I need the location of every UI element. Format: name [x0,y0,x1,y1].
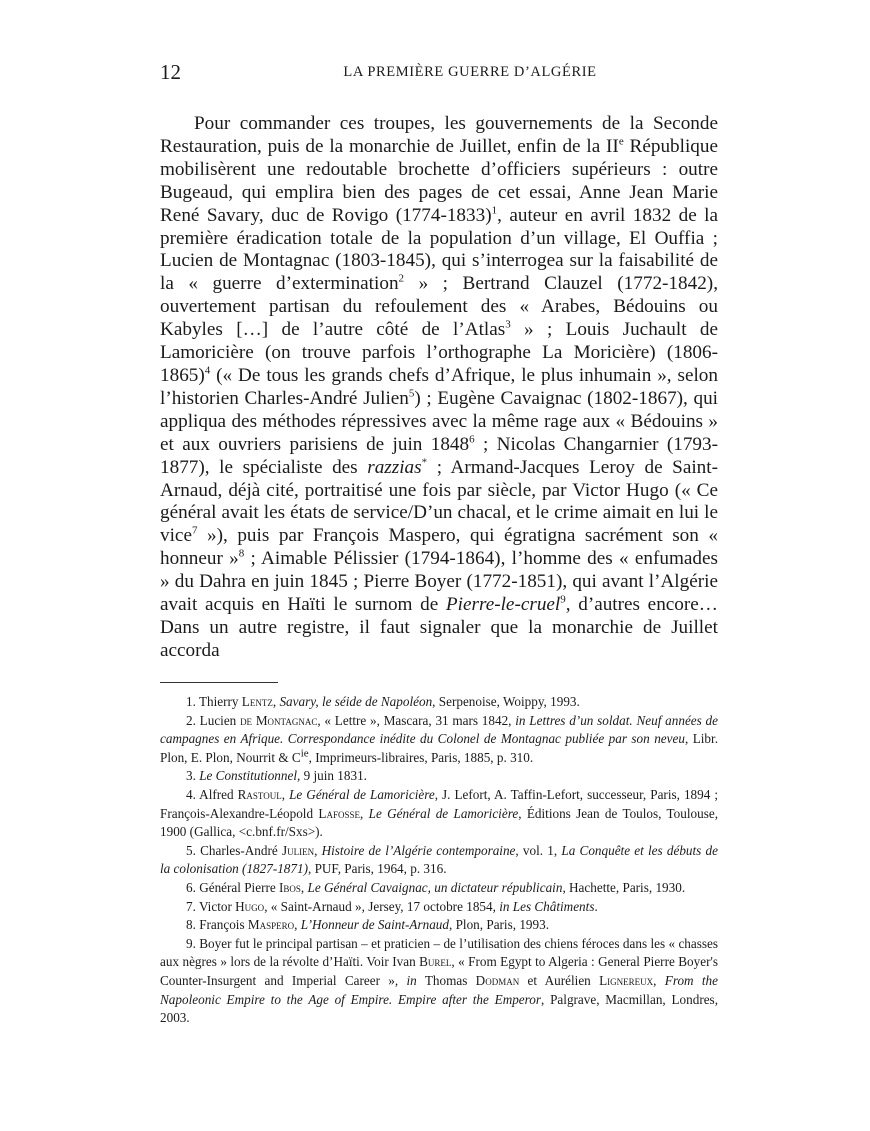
footnote-ref: 2 [398,272,405,285]
footnote-separator [160,682,278,683]
footnote-ref: 4 [204,364,211,377]
footnote-4: 4. Alfred Rastoul, Le Général de Lamoricière, J. Lefort, A. Taffin-Lefort, successeur, Paris, 1894 ; François-Alexandre-Léopold Lafosse, Le Général de Lamoricière, Éditions Jean de Toulos, Toulouse, 1900 (Gallica, <c.bnf.fr/Sxs>). [160,786,719,840]
footnote-7: 7. Victor Hugo, « Saint-Arnaud », Jersey, 17 octobre 1854, in Les Châtiments. [186,898,598,914]
footnote-5: 5. Charles-André Julien, Histoire de l’Algérie contemporaine, vol. 1, La Conquête et les débuts de la colonisation (1827-1871), PUF, Paris, 1964, p. 316. [160,842,718,877]
footnotes [160,693,718,1028]
body-paragraph: Pour commander ces troupes, les gouvernements de la Seconde Restauration, puis de la monarchie de Juillet, enfin de la IIe République mobilisèrent une redoutable brochette d’officiers supérieurs : outre Bugeaud, qui emplira bien des pages de cet essai, Anne Jean Marie René Savary, duc de Rovigo (1774-1833)$^1$, auteur en avril 1832 de la première éradication totale de la population d’un village, El Ouffia ; Lucien de Montagnac (1803-1845), qui s’interrogea sur la faisabilité de la « guerre d’extermination$^2$ » ; Bertrand Clauzel (1772-1842), ouvertement partisan du refoulement des « Arabes, Bédouins ou Kabyles […] de l’autre côté de l’Atlas$^3$ » ; Louis Juchault de Lamoricière (on trouve parfois l’orthographe La Moricière) (1806-1865)$^4$ (« De tous les grands chefs d’Afrique, le plus inhumain », selon l’historien Charles-André Julien$^5$) ; Eugène Cavaignac (1802-1867), qui appliqua des méthodes répressives avec la même rage aux « Bédouins » et aux ouvriers parisiens de juin 1848$^6$ ; Nicolas Changarnier (1793-1877), le spécialiste des razzias* ; Armand-Jacques Leroy de Saint-Arnaud, déjà cité, portraitisé une fois par siècle, par Victor Hugo (« Ce général avait les états de service/D’un chacal, et le crime aimait en lui le vice$^7$ »), puis par François Maspero, qui égratigna sacrément son « honneur »$^8$ ; Aimable Pélissier (1794-1864), l’homme des « enfumades » du Dahra en juin 1845 ; Pierre Boyer (1772-1851), qui avant l’Algérie avait acquis en Haïti le surnom de Pierre-le-cruel$^9$, d’autres encore… Dans un autre registre, il faut signaler que la monarchie de Juillet accorda [160,113,718,661]
footnote-ref: 7 [191,524,198,537]
footnote-ref: 8 [238,547,245,560]
page-header [160,60,720,88]
main-text [160,113,718,663]
footnote-3: 3. Le Constitutionnel, 9 juin 1831. [186,768,367,784]
running-title: LA PREMIÈRE GUERRE D’ALGÉRIE [343,64,597,80]
footnote-9: 9. Boyer fut le principal partisan – et praticien – de l’utilisation des chiens féroces dans les « chasses aux nègres » lors de la révolte d’Haïti. Voir Ivan Burel, « From Egypt to Algeria : General Pierre Boyer's Counter-Insurgent and Imperial Career », in Thomas Dodman et Aurélien Lignereux, From the Napoleonic Empire to the Age of Empire. Empire after the Emperor, Palgrave, Macmillan, Londres, 2003. [160,935,719,1026]
footnote-ref: 9 [560,593,566,606]
footnote-2: 2. Lucien de Montagnac, « Lettre », Mascara, 31 mars 1842, in Lettres d’un soldat. Neuf années de campagnes en Afrique. Correspondance inédite du Colonel de Montagnac publiée par son neveu, Libr. Plon, E. Plon, Nourrit & $C^{ie}$, Imprimeurs-libraires, Paris, 1885, p. 310. [160,712,718,765]
footnote-ref: 3 [505,318,511,331]
footnote-ref: 5 [408,387,415,400]
footnote-1: 1. Thierry Lentz, Savary, le séide de Napoléon, Serpenoise, Woippy, 1993. [186,694,580,709]
footnote-8: 8. François Maspero, L’Honneur de Saint-Arnaud, Plon, Paris, 1993. [186,917,549,933]
footnote-ref: 6 [469,433,475,446]
footnote-ref: 1 [491,204,498,217]
page-number: 12 [160,60,181,84]
footnote-6: 6. Général Pierre Ibos, Le Général Cavaignac, un dictateur républicain, Hachette, Paris, 1930. [186,879,686,895]
